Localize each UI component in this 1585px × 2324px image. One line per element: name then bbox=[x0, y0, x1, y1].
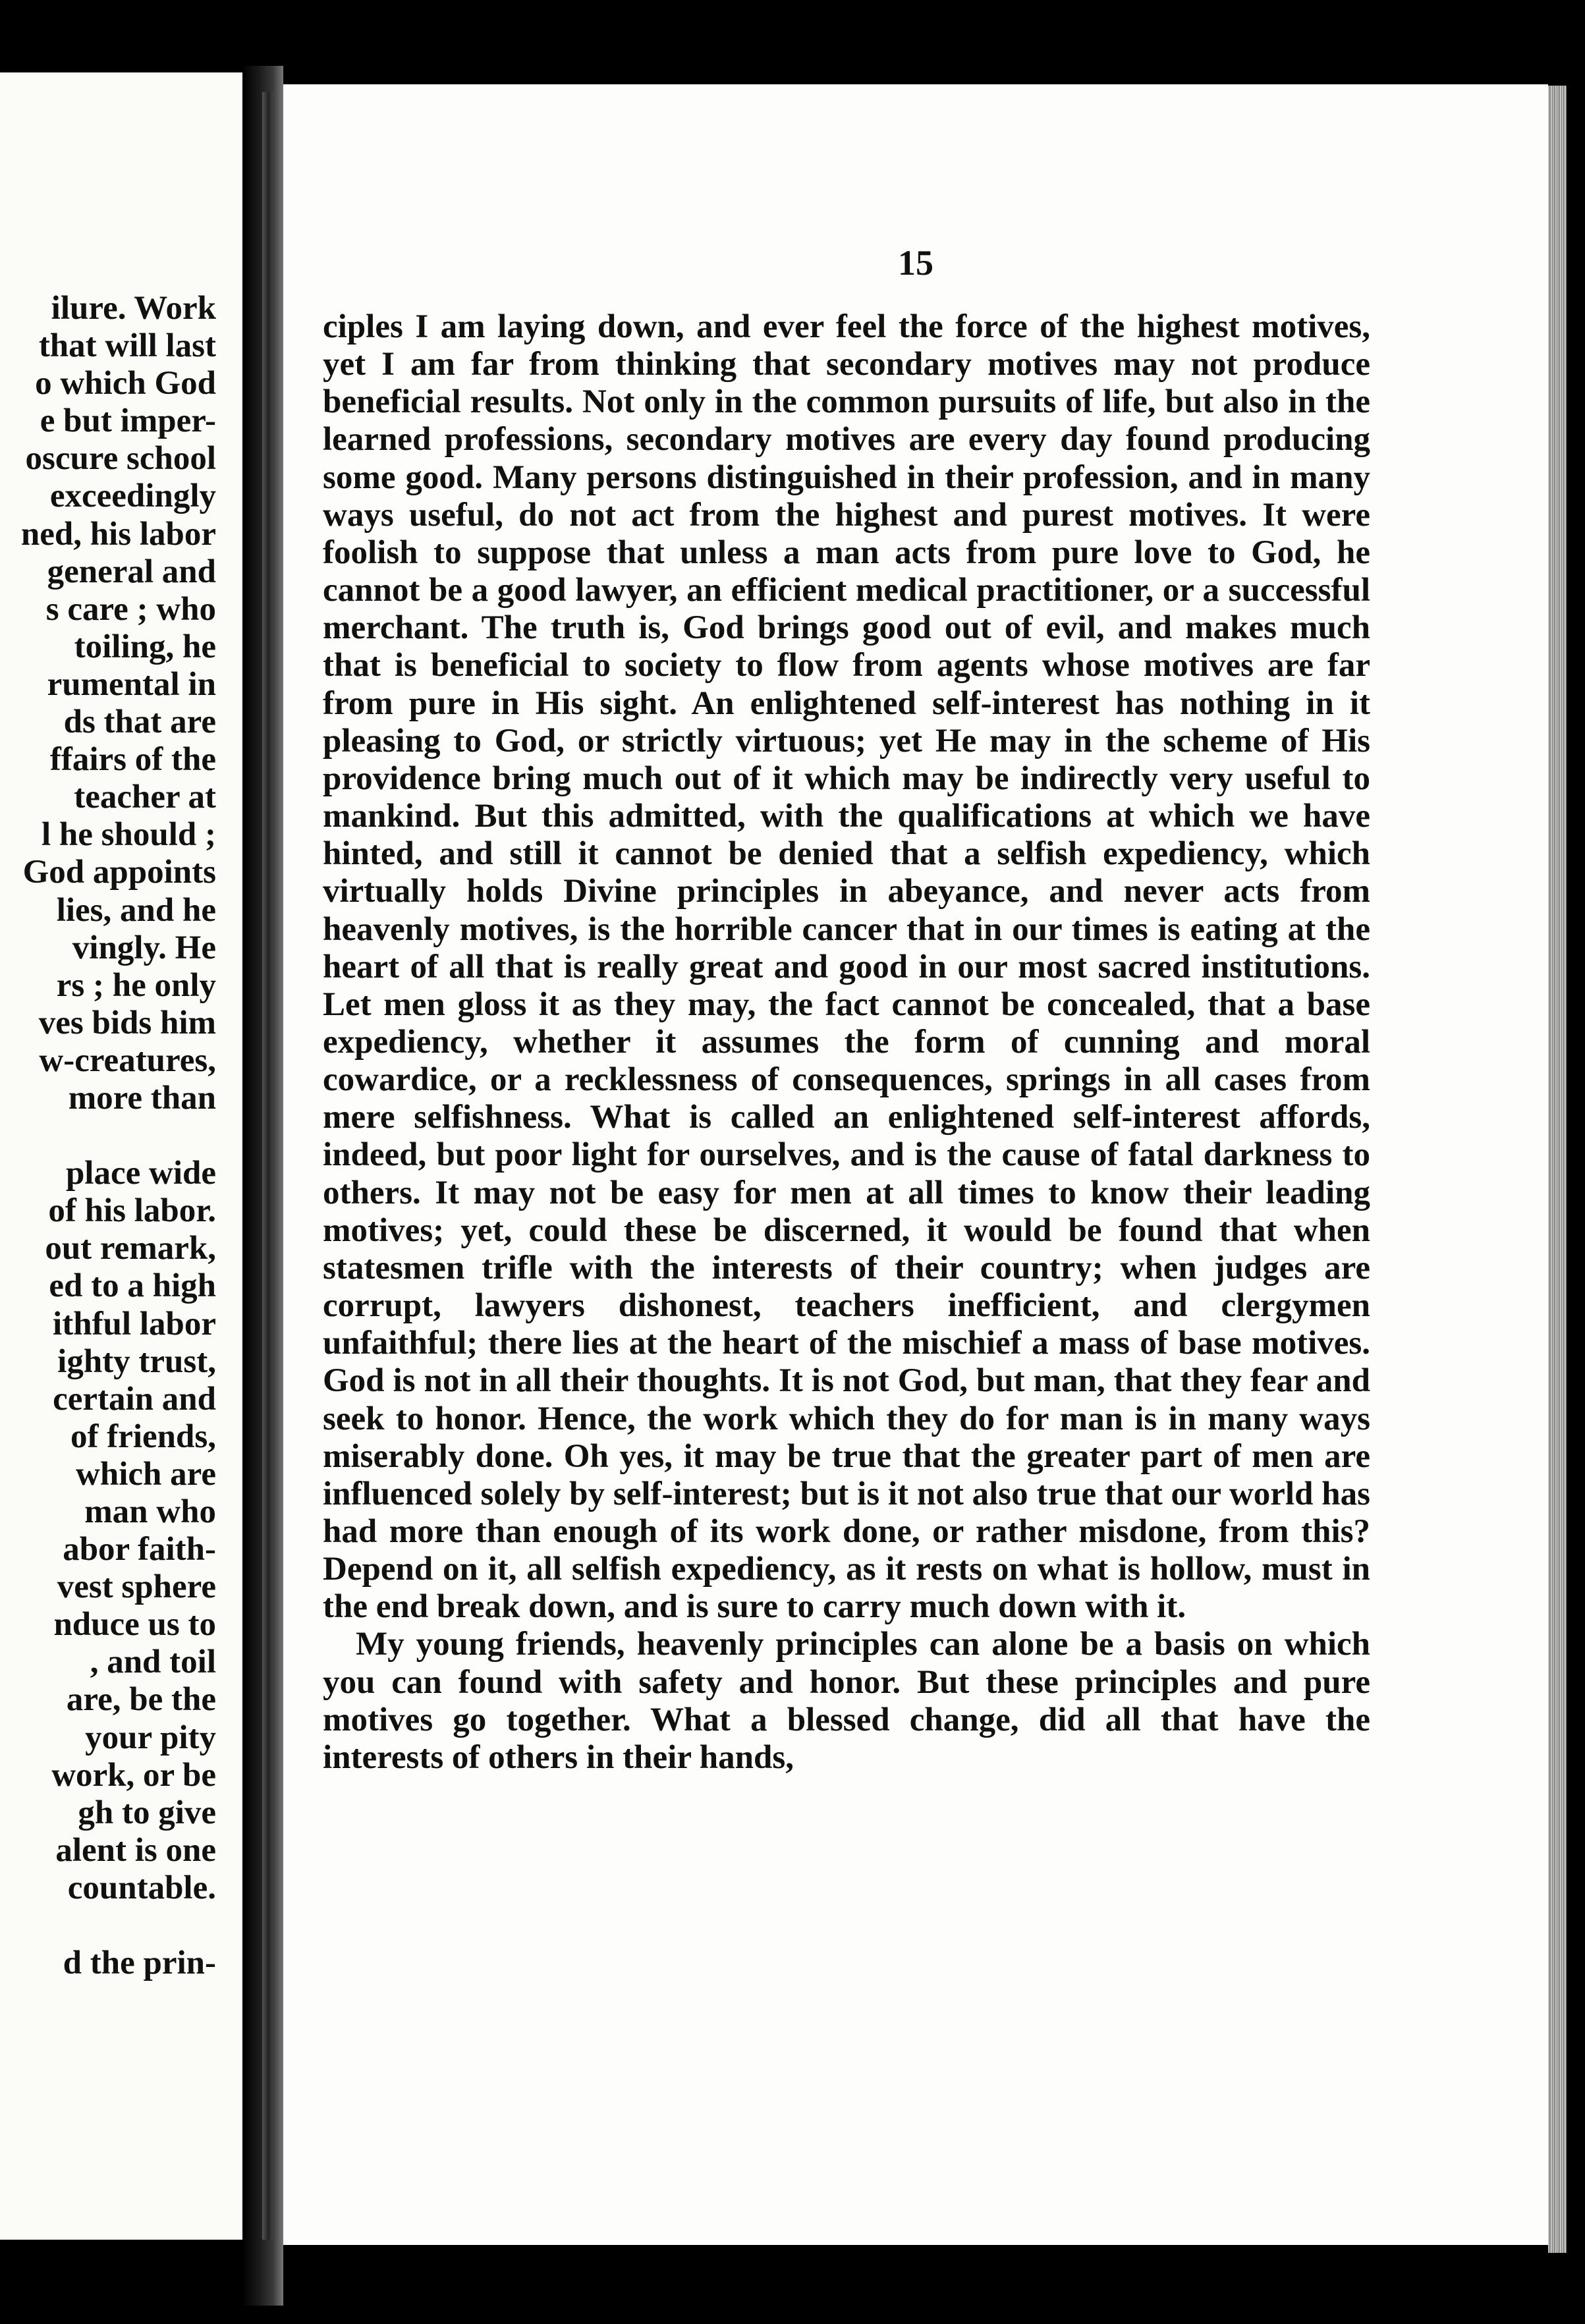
previous-page-line: more than bbox=[68, 1079, 216, 1117]
current-page bbox=[283, 84, 1548, 2245]
previous-page-line: are, be the bbox=[66, 1681, 216, 1719]
previous-page-line: ed to a high bbox=[49, 1267, 216, 1305]
previous-page-line: ilure. Work bbox=[51, 290, 216, 327]
previous-page-line: oscure school bbox=[25, 440, 216, 478]
previous-page-line: of his labor. bbox=[48, 1192, 216, 1230]
previous-page-line: rumental in bbox=[47, 665, 216, 703]
binding-shadow bbox=[262, 92, 273, 2240]
previous-page-line: s care ; who bbox=[45, 590, 216, 628]
previous-page-line: vest sphere bbox=[57, 1568, 216, 1606]
previous-page-line: lies, and he bbox=[56, 891, 216, 929]
previous-page-line: l he should ; bbox=[41, 816, 216, 854]
page-number: 15 bbox=[898, 243, 933, 283]
previous-page-line: ffairs of the bbox=[49, 741, 216, 779]
previous-page-line: certain and bbox=[53, 1380, 216, 1418]
previous-page-line: o which God bbox=[35, 365, 216, 402]
previous-page-line: , and toil bbox=[90, 1644, 216, 1681]
page-edges bbox=[1548, 86, 1567, 2253]
previous-page-line: e but imper- bbox=[40, 402, 216, 440]
previous-page-line: alent is one bbox=[55, 1831, 216, 1869]
previous-page-line: ithful labor bbox=[53, 1305, 216, 1342]
previous-page-line bbox=[0, 1117, 216, 1155]
previous-page-line: of friends, bbox=[70, 1418, 216, 1455]
previous-page-line: general and bbox=[47, 553, 216, 590]
previous-page-line: ighty trust, bbox=[57, 1342, 216, 1380]
previous-page-line: nduce us to bbox=[53, 1606, 216, 1644]
paragraph-2: My young friends, heavenly principles can alone be a basis on which you can found with safety and honor. But these principles and pure motives go together. What a blessed change, did all that have the interests of others in their hands, bbox=[323, 1626, 1370, 1776]
previous-page-line: abor faith- bbox=[63, 1531, 216, 1568]
previous-page-text bbox=[0, 290, 216, 1982]
previous-page-line: countable. bbox=[67, 1869, 216, 1906]
previous-page-line: d the prin- bbox=[63, 1945, 216, 1982]
previous-page-line: gh to give bbox=[78, 1794, 216, 1831]
previous-page-line: ned, his labor bbox=[20, 515, 216, 553]
previous-page-line: exceedingly bbox=[49, 478, 216, 515]
previous-page-line: vingly. He bbox=[72, 929, 216, 966]
previous-page-line: toiling, he bbox=[74, 628, 216, 665]
previous-page-line: God appoints bbox=[22, 854, 216, 891]
previous-page-line: out remark, bbox=[45, 1230, 216, 1267]
previous-page-line: which are bbox=[76, 1455, 216, 1493]
previous-page-line: ves bids him bbox=[38, 1004, 216, 1041]
previous-page-line: that will last bbox=[38, 327, 216, 365]
previous-page-line bbox=[0, 1907, 216, 1945]
previous-page-line: w-creatures, bbox=[39, 1041, 216, 1079]
previous-page-line: man who bbox=[84, 1493, 216, 1530]
previous-page-line: ds that are bbox=[63, 704, 216, 741]
previous-page-line: place wide bbox=[65, 1155, 216, 1192]
previous-page-fragment bbox=[0, 72, 242, 2240]
paragraph-1: ciples I am laying down, and ever feel the force of the highest motives, yet I am far from thinking that secondary motives may not produce beneficial results. Not only in the common pursuits of life, but also in the learned professions, secondary motives are every day found producing some good. Many persons distinguished in their profession, and in many ways useful, do not act from the highest and purest motives. It were foolish to suppose that unless a man acts from pure love to God, he cannot be a good lawyer, an efficient medical practitioner, or a successful merchant. The truth is, God brings good out of evil, and makes much that is beneficial to society to flow from agents whose motives are far from pure in His sight. An enlightened self-interest has nothing in it pleasing to God, or strictly virtuous; yet He may in the scheme of His providence bring much out of it which may be indirectly very useful to mankind. But this admitted, with the qualifications at which we have hinted, and still it cannot be denied that a selfish expediency, which virtually holds Divine principles in abeyance, and never acts from heavenly motives, is the horrible cancer that in our times is eating at the heart of all that is really great and good in our most sacred institutions. Let men gloss it as they may, the fact cannot be concealed, that a base expediency, whether it assumes the form of cunning and moral cowardice, or a recklessness of consequences, springs in all cases from mere selfishness. What is called an enlightened self-interest affords, indeed, but poor light for ourselves, and is the cause of fatal darkness to others. It may not be easy for men at all times to know their leading motives; yet, could these be discerned, it would be found that when statesmen trifle with the interests of their country; when judges are corrupt, lawyers dishonest, teachers inefficient, and clergymen unfaithful; there lies at the heart of the mischief a mass of base motives. God is not in all their thoughts. It is not God, but man, that they fear and seek to honor. Hence, the work which they do for man is in many ways miserably done. Oh yes, it may be true that the greater part of men are influenced solely by self-interest; but is it not also true that our world has had more than enough of its work done, or rather misdone, from this? Depend on it, all selfish expediency, as it rests on what is hollow, must in the end break down, and is sure to carry much down with it. bbox=[323, 308, 1370, 1626]
page-body bbox=[323, 308, 1370, 1777]
previous-page-line: rs ; he only bbox=[56, 966, 216, 1004]
previous-page-line: your pity bbox=[85, 1719, 216, 1756]
previous-page-line: work, or be bbox=[51, 1756, 216, 1794]
previous-page-line: teacher at bbox=[74, 779, 216, 816]
